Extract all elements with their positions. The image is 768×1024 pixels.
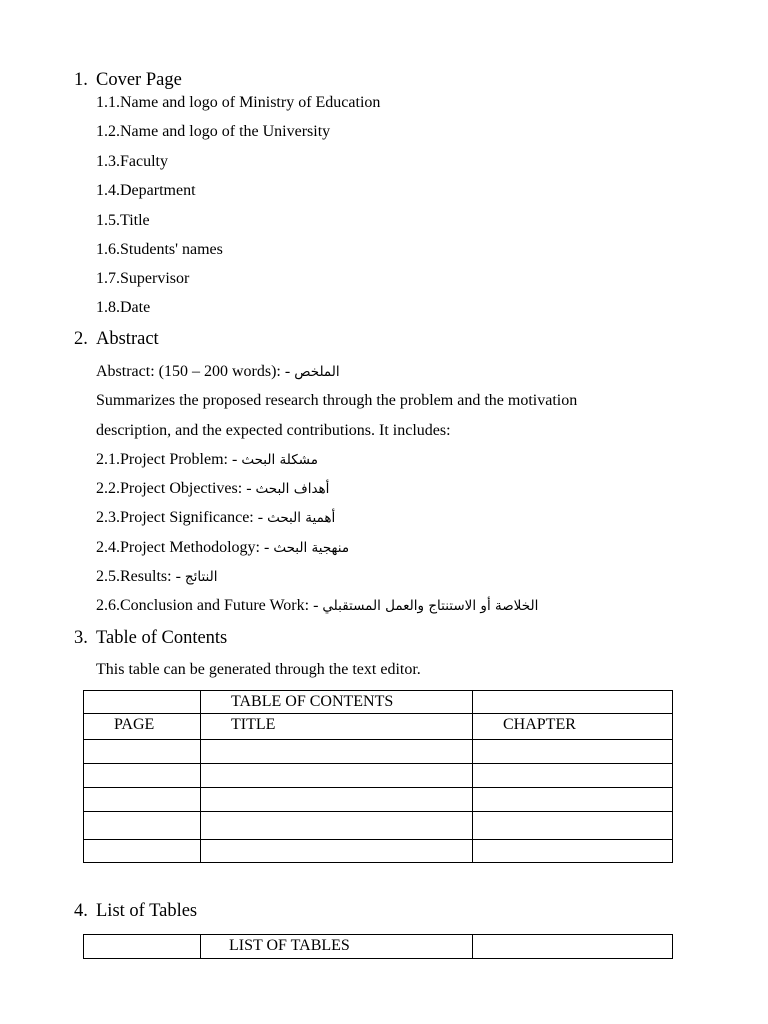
section-number: 3. [74, 628, 88, 648]
table-cell [84, 691, 201, 714]
abstract-item-ar: النتائج [184, 569, 218, 585]
abstract-item-en: 2.3.Project Significance: - [96, 509, 268, 526]
toc-header-chapter: CHAPTER [473, 714, 673, 740]
table-cell [473, 840, 673, 863]
abstract-item [96, 450, 318, 470]
cover-item: 1.1.Name and logo of Ministry of Education [96, 94, 381, 111]
table-cell [84, 935, 201, 959]
toc-table [83, 690, 673, 863]
cover-item: 1.8.Date [96, 299, 151, 316]
abstract-label-line [96, 362, 340, 382]
toc-header-page: PAGE [84, 714, 201, 740]
abstract-item-ar: أهمية البحث [267, 510, 336, 526]
cover-item: 1.2.Name and logo of the University [96, 123, 331, 140]
table-header-row [84, 714, 673, 740]
table-cell [84, 764, 201, 788]
abstract-item [96, 538, 349, 558]
toc-header-title: TITLE [201, 714, 473, 740]
section-number: 4. [74, 901, 88, 921]
toc-note: This table can be generated through the text editor. [96, 661, 421, 678]
abstract-item [96, 508, 335, 528]
abstract-item [96, 479, 329, 499]
abstract-item-en: 2.6.Conclusion and Future Work: - [96, 597, 323, 614]
abstract-item [96, 567, 218, 587]
abstract-item-ar: منهجية البحث [273, 540, 350, 556]
section-title: Table of Contents [96, 628, 228, 648]
abstract-item-en: 2.1.Project Problem: - [96, 451, 242, 468]
abstract-item-en: 2.5.Results: - [96, 568, 185, 585]
table-cell [473, 935, 673, 959]
table-cell [84, 740, 201, 764]
cover-item: 1.7.Supervisor [96, 270, 190, 287]
table-cell [84, 840, 201, 863]
table-row [84, 788, 673, 812]
section-number: 1. [74, 70, 88, 90]
abstract-item-ar: مشكلة البحث [241, 452, 318, 468]
table-cell [84, 788, 201, 812]
table-cell [201, 764, 473, 788]
toc-table-title: TABLE OF CONTENTS [201, 691, 473, 714]
table-cell [201, 788, 473, 812]
cover-item: 1.5.Title [96, 212, 150, 229]
list-of-tables-table [83, 934, 673, 959]
table-cell [84, 812, 201, 840]
lot-table-title: LIST OF TABLES [201, 935, 473, 959]
table-cell [473, 691, 673, 714]
section-title: List of Tables [96, 901, 198, 921]
cover-item: 1.3.Faculty [96, 153, 168, 170]
table-row [84, 935, 673, 959]
abstract-item [96, 596, 538, 616]
table-cell [201, 740, 473, 764]
table-cell [473, 764, 673, 788]
table-cell [473, 740, 673, 764]
cover-item: 1.6.Students' names [96, 241, 223, 258]
abstract-description-line-2: description, and the expected contributions. It includes: [96, 422, 451, 439]
cover-item: 1.4.Department [96, 182, 196, 199]
table-cell [201, 840, 473, 863]
section-number: 2. [74, 329, 88, 349]
section-heading-cover-page [74, 69, 182, 91]
table-row [84, 740, 673, 764]
table-row [84, 812, 673, 840]
abstract-item-ar: أهداف البحث [255, 481, 330, 497]
abstract-item-ar: الخلاصة أو الاستنتاج والعمل المستقبلي [322, 598, 539, 614]
section-heading-abstract [74, 328, 159, 350]
section-heading-list-of-tables [74, 900, 197, 922]
section-heading-table-of-contents [74, 627, 227, 649]
abstract-item-en: 2.4.Project Methodology: - [96, 539, 274, 556]
section-title: Cover Page [96, 70, 182, 90]
table-cell [473, 788, 673, 812]
abstract-description-line-1: Summarizes the proposed research through the problem and the motivation [96, 392, 578, 409]
table-cell [201, 812, 473, 840]
abstract-label-arabic: الملخص [294, 364, 340, 380]
section-title: Abstract [96, 329, 159, 349]
table-row [84, 764, 673, 788]
table-row [84, 840, 673, 863]
abstract-item-en: 2.2.Project Objectives: - [96, 480, 256, 497]
table-cell [473, 812, 673, 840]
abstract-label: Abstract: (150 – 200 words): - [96, 363, 295, 380]
table-row [84, 691, 673, 714]
